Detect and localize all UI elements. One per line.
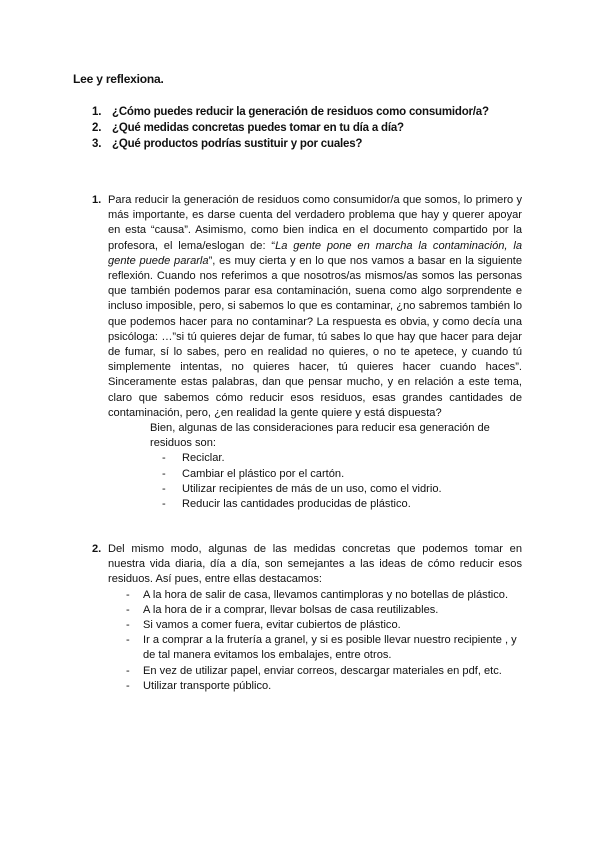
- dash-bullet: -: [162, 482, 166, 495]
- answer-text-part2: ”, es muy cierta y en lo que nos vamos a basar en la siguiente reflexión. Cuando nos referimos a que nosotros/as mismos/as somos las personas que también podemos parar esa contaminación, suena como algo sorprendente e incluso imposible, pero, si sabemos lo que es contaminar, ¿no sabremos también lo que podemos hacer para no contaminar? La respuesta es obvia, y como decía una psicóloga: …”si tú quieres dejar de fumar, tú sabes lo que hay que hacer para dejar de fumar, sí lo sabes, pero en realidad no quieres, o no te apetece, y cuando tú simplemente intentas, no quieres hacer, tú quieres hacer cuando haces”. Sinceramente estas palabras, dan que pensar mucho, y en relación a este tema, claro que sabemos cómo reducir esos residuos, esas grandes cantidades de contaminación, pero, ¿en realidad la gente quiere y está dispuesta?: [108, 254, 523, 419]
- list-item: [126, 633, 522, 663]
- list-item-text: A la hora de salir de casa, llevamos cantimploras y no botellas de plástico.: [143, 588, 509, 601]
- list-item: [126, 664, 522, 679]
- list-item-text: Utilizar transporte público.: [143, 679, 272, 692]
- answer-row: [92, 542, 522, 694]
- page-heading: Lee y reflexiona.: [73, 72, 164, 86]
- answer-body: [108, 193, 522, 512]
- dash-bullet: -: [126, 588, 130, 601]
- list-item-text: Reducir las cantidades producidas de plástico.: [182, 498, 411, 511]
- list-item: [126, 603, 522, 618]
- question-list: [92, 104, 532, 152]
- answer-1: [92, 193, 522, 512]
- dash-bullet: -: [126, 603, 130, 616]
- list-item-text: Cambiar el plástico por el cartón.: [182, 467, 345, 480]
- list-item-text: Utilizar recipientes de más de un uso, como el vidrio.: [182, 482, 442, 495]
- list-item-text: Reciclar.: [182, 452, 225, 465]
- considerations-list: [162, 451, 522, 512]
- list-item: [126, 618, 522, 633]
- list-item-text: Ir a comprar a la frutería a granel, y si es posible llevar nuestro recipiente , y de tal manera evitamos los embalajes, entre otros.: [143, 634, 517, 662]
- dash-bullet: -: [126, 634, 130, 647]
- answer-body: [108, 542, 522, 694]
- list-item: [162, 497, 522, 512]
- question-number: 1.: [92, 106, 102, 118]
- answer-row: [92, 193, 522, 512]
- considerations-intro: Bien, algunas de las consideraciones para reducir esa generación de residuos son:: [150, 422, 490, 450]
- question-text: ¿Qué productos podrías sustituir y por cuales?: [112, 138, 363, 150]
- question-item: [92, 120, 532, 136]
- list-item: [162, 467, 522, 482]
- list-item-text: Si vamos a comer fuera, evitar cubiertos de plástico.: [143, 619, 401, 632]
- answer-text-part1: Para reducir la generación de residuos como consumidor/a que somos, lo primero y más importante, es darse cuenta del verdadero problema que hay y querer apoyar en esta “causa”. Asimismo, como bien indica en el documento compartido por la profesora, el lema/eslogan de: “: [108, 194, 522, 252]
- question-text: ¿Qué medidas concretas puedes tomar en tu día a día?: [112, 122, 404, 134]
- question-text: ¿Cómo puedes reducir la generación de residuos como consumidor/a?: [112, 106, 489, 118]
- list-item: [162, 482, 522, 497]
- list-item: [126, 588, 522, 603]
- question-item: [92, 104, 532, 120]
- dash-bullet: -: [162, 498, 166, 511]
- answer-number: 2.: [92, 543, 102, 555]
- question-item: [92, 136, 532, 152]
- measures-list: [126, 588, 522, 694]
- answer-paragraph: Del mismo modo, algunas de las medidas concretas que podemos tomar en nuestra vida diaria, día a día, son semejantes a las ideas de cómo reducir esos residuos. Así pues, entre ellas destacamos:: [108, 543, 522, 586]
- answer-paragraph: [108, 193, 522, 421]
- dash-bullet: -: [126, 664, 130, 677]
- slogan-citation: La gente pone en marcha la contaminación, la gente puede pararla: [108, 239, 522, 267]
- list-item-text: En vez de utilizar papel, enviar correos, descargar materiales en pdf, etc.: [143, 664, 502, 677]
- answer-number: 1.: [92, 194, 102, 206]
- dash-bullet: -: [162, 467, 166, 480]
- dash-bullet: -: [126, 679, 130, 692]
- list-item-text: A la hora de ir a comprar, llevar bolsas de casa reutilizables.: [143, 603, 439, 616]
- dash-bullet: -: [126, 619, 130, 632]
- question-number: 2.: [92, 122, 102, 134]
- list-item: [162, 451, 522, 466]
- answer-2: [92, 542, 522, 694]
- list-item: [126, 679, 522, 694]
- question-number: 3.: [92, 138, 102, 150]
- dash-bullet: -: [162, 452, 166, 465]
